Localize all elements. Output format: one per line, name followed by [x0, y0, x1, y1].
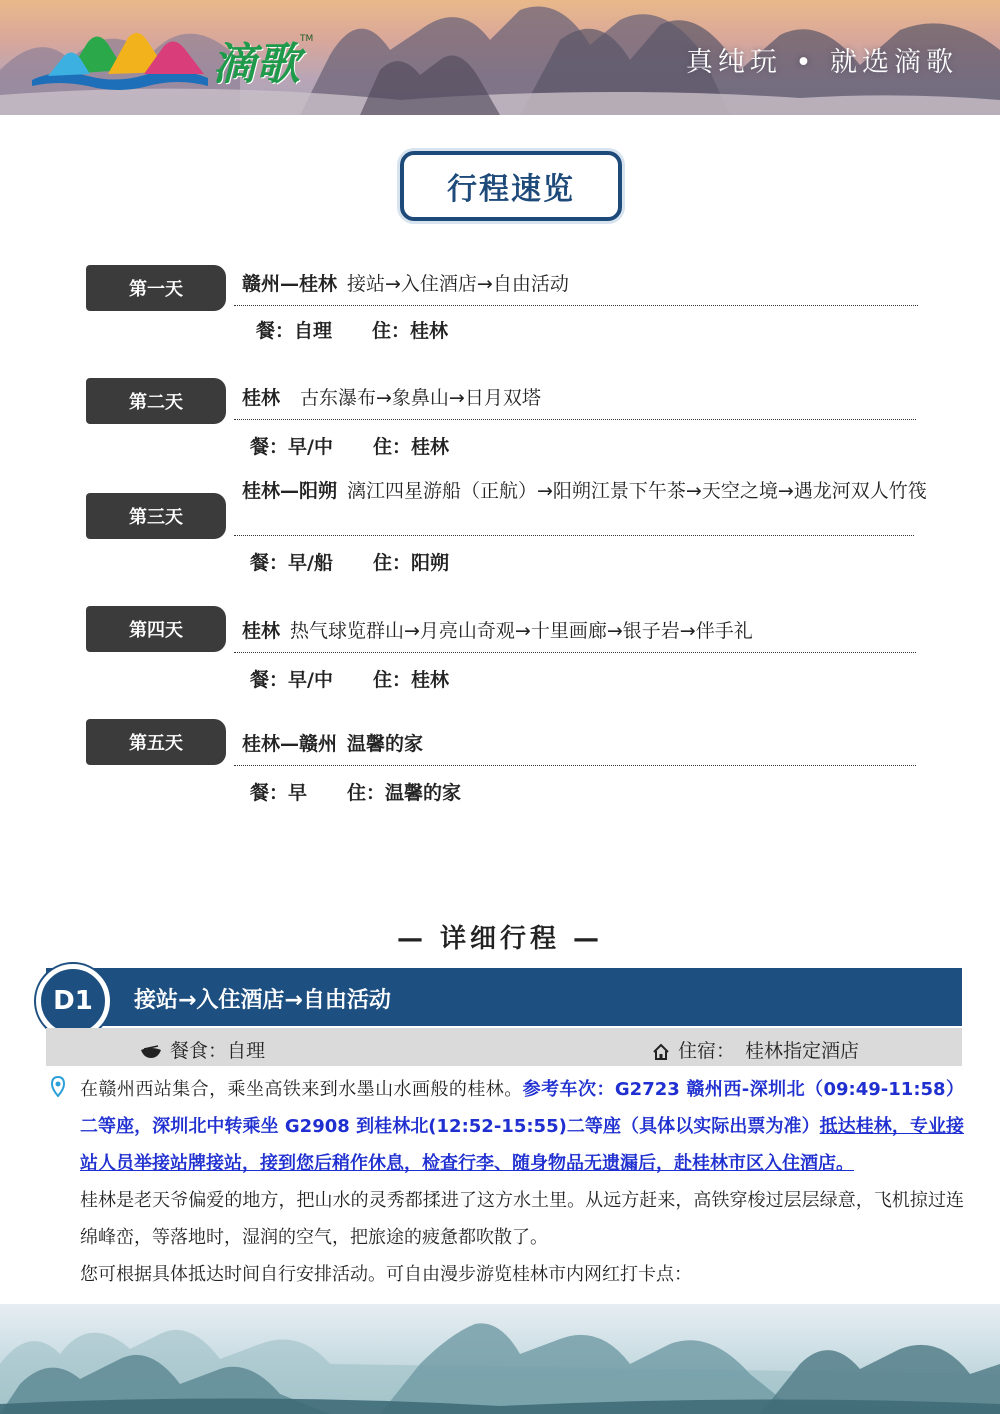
- bowl-icon: [140, 1044, 162, 1060]
- stay-text: 住：桂林: [372, 436, 449, 458]
- stay-text: 住：桂林: [372, 669, 449, 691]
- divider: [234, 419, 916, 420]
- meal-text: 餐：早/中: [250, 436, 333, 458]
- day-tab-1: 第一天: [86, 265, 226, 311]
- karst-landscape: [0, 1304, 1000, 1414]
- stay-info-label: 住宿：: [678, 1040, 736, 1062]
- day-tab-4: 第四天: [86, 606, 226, 652]
- day-detail-title: 接站→入住酒店→自由活动: [134, 988, 391, 1013]
- day-place: 赣州—桂林: [242, 273, 338, 295]
- divider: [234, 765, 916, 766]
- day-place: 桂林: [242, 620, 281, 642]
- stay-text: 住：阳朔: [372, 552, 449, 574]
- day-route-text: 漓江四星游船（正航）→阳朔江景下午茶→天空之境→遇龙河双人竹筏: [347, 480, 927, 502]
- day-meal-row-4: [250, 665, 449, 692]
- meal-text: 餐：早: [250, 782, 308, 804]
- meal-info-text: 餐食：自理: [170, 1040, 266, 1062]
- day-route-1: [242, 268, 942, 300]
- day-meal-row-1: [256, 316, 448, 343]
- brand-slogan: 真纯玩 • 就选滴歌: [685, 47, 958, 78]
- day-tab-2: 第二天: [86, 378, 226, 424]
- d1-paragraph-2: 桂林是老天爷偏爱的地方，把山水的灵秀都揉进了这方水土里。从远方赶来，高铁穿梭过层层绿意，飞机掠过连绵峰峦，等落地时，湿润的空气，把旅途的疲惫都吹散了。: [80, 1190, 964, 1248]
- day-route-text: 热气球览群山→月亮山奇观→十里画廊→银子岩→伴手礼: [290, 620, 753, 642]
- day-tab-5: 第五天: [86, 719, 226, 765]
- meal-text: 餐：自理: [256, 320, 333, 342]
- brand-name: 滴歌: [212, 39, 300, 90]
- day-route-text: 古东瀑布→象鼻山→日月双塔: [300, 387, 541, 409]
- meal-text: 餐：早/中: [250, 669, 333, 691]
- location-pin-icon: [50, 1076, 66, 1098]
- day-route-5: [242, 728, 942, 760]
- day-place: 桂林—赣州: [242, 733, 338, 755]
- day-route-2: [242, 382, 942, 414]
- day-meal-row-3: [250, 548, 449, 575]
- day-route-text: 温馨的家: [347, 733, 424, 755]
- trademark-mark: TM: [300, 34, 314, 44]
- day-route-4: [242, 615, 942, 647]
- overview-title: 行程速览: [400, 151, 622, 221]
- day-meal-row-5: [250, 778, 461, 805]
- stay-info: [652, 1036, 859, 1063]
- stay-text: 住：温馨的家: [347, 782, 462, 804]
- d1-pickup-info: 抵达桂林，专业接站人员举接站牌接站，接到您后稍作休息，检查行李、随身物品无遗漏后，赴桂林市区入住酒店。: [80, 1116, 964, 1174]
- stay-text: 住：桂林: [372, 320, 449, 342]
- day-route-text: 接站→入住酒店→自由活动: [347, 273, 569, 295]
- divider: [234, 535, 914, 536]
- day-place: 桂林—阳朔: [242, 480, 338, 502]
- home-icon: [652, 1043, 670, 1061]
- day-tab-3: 第三天: [86, 493, 226, 539]
- footer-banner: [0, 1304, 1000, 1414]
- detail-section-title: — 详细行程 —: [396, 924, 604, 954]
- divider: [234, 305, 918, 306]
- stay-info-value: 桂林指定酒店: [745, 1040, 860, 1062]
- meal-info: [140, 1036, 265, 1063]
- header-banner: [0, 0, 1000, 115]
- day-place: 桂林: [242, 387, 281, 409]
- d1-paragraph-3: 您可根据具体抵达时间自行安排活动。可自由漫步游览桂林市内网红打卡点：: [80, 1264, 692, 1285]
- d1-train-info: 参考车次：G2723 赣州西-深圳北（09:49-11:58）二等座，深圳北中转乘坐 G2908 到桂林北(12:52-15:55)二等座（具体以实际出票为准）: [80, 1079, 965, 1137]
- day-badge: D1: [36, 964, 110, 1038]
- divider: [234, 652, 916, 653]
- day-route-3: [242, 475, 942, 507]
- d1-paragraph-1: [80, 1071, 964, 1182]
- meal-text: 餐：早/船: [250, 552, 333, 574]
- day-meal-row-2: [250, 432, 449, 459]
- d1-p1-normal: 在赣州西站集合，乘坐高铁来到水墨山水画般的桂林。: [80, 1079, 523, 1100]
